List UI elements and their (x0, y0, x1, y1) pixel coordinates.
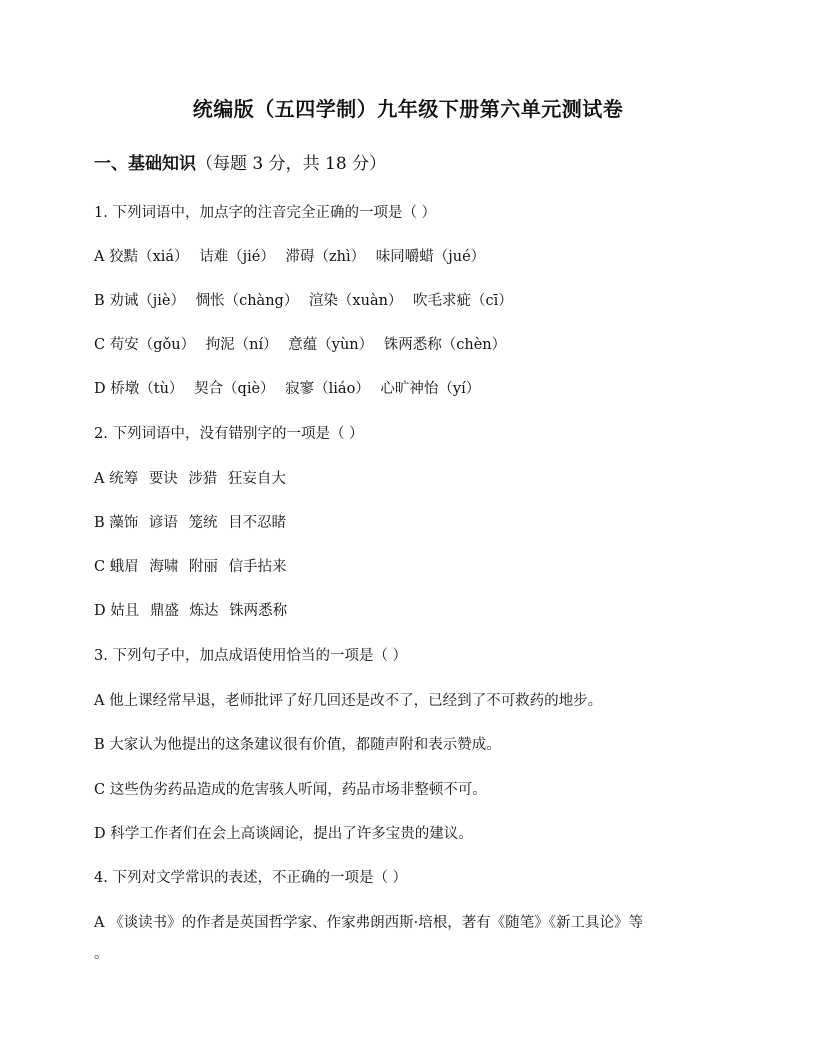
option-word: 藻饰 (109, 515, 139, 531)
option-word: 炼达 (189, 603, 219, 619)
question-2-stem: 2. 下列词语中，没有错别字的一项是（ ） (94, 426, 364, 442)
question-2-option-c (94, 555, 287, 576)
question-3-stem: 3. 下列句子中，加点成语使用恰当的一项是（ ） (94, 648, 408, 664)
option-text: 《谈读书》的作者是英国哲学家、作家弗朗西斯·培根，著有《随笔》《新工具论》等 (109, 915, 643, 931)
option-word: 铢两悉称 (229, 603, 288, 619)
option-letter: D (94, 381, 106, 397)
question-1-option-b (94, 289, 513, 310)
option-word: 滞碍（zhì） (285, 249, 366, 265)
question-3-option-b (94, 733, 501, 754)
option-word: 笼统 (188, 515, 218, 531)
option-word: 劝诫（jiè） (109, 293, 185, 309)
option-word: 吹毛求疵（cī） (413, 293, 513, 309)
option-letter: A (94, 471, 105, 487)
question-4-option-a-tail: 。 (94, 946, 109, 962)
question-3-option-c (94, 778, 487, 799)
question-2-option-a (94, 467, 286, 488)
option-word: 姑且 (110, 603, 140, 619)
option-letter: C (94, 337, 106, 353)
option-word: 涉猎 (188, 471, 218, 487)
option-word: 要诀 (148, 471, 178, 487)
option-letter: A (94, 915, 105, 931)
option-word: 心旷神怡（yí） (380, 381, 481, 397)
option-word: 信手拈来 (228, 559, 287, 575)
option-letter: D (94, 603, 106, 619)
option-letter: C (94, 782, 106, 798)
option-letter: B (94, 737, 105, 753)
question-3-option-d (94, 822, 473, 843)
option-word: 契合（qiè） (194, 381, 275, 397)
question-2-option-b (94, 511, 286, 532)
option-word: 鼎盛 (149, 603, 179, 619)
option-word: 海啸 (149, 559, 179, 575)
option-letter: D (94, 826, 106, 842)
option-word: 味同嚼蜡（jué） (375, 249, 486, 265)
option-word: 拘泥（ní） (205, 337, 278, 353)
option-word: 苟安（gǒu） (109, 337, 196, 353)
option-text: 这些伪劣药品造成的危害骇人听闻，药品市场非整顿不可。 (109, 782, 487, 798)
option-letter: A (94, 249, 105, 265)
option-word: 渲染（xuàn） (308, 293, 403, 309)
question-4-option-a (94, 911, 643, 932)
section-heading-label: 一、基础知识 (94, 154, 196, 174)
option-word: 目不忍睹 (228, 515, 287, 531)
question-1-option-c (94, 333, 506, 354)
option-word: 蛾眉 (109, 559, 139, 575)
option-word: 惆怅（chàng） (195, 293, 299, 309)
option-word: 寂寥（liáo） (285, 381, 370, 397)
question-3-option-a (94, 689, 602, 710)
question-2-option-d (94, 599, 287, 620)
option-letter: B (94, 515, 105, 531)
option-word: 谚语 (148, 515, 178, 531)
option-letter: C (94, 559, 106, 575)
option-word: 统筹 (109, 471, 139, 487)
question-4-stem: 4. 下列对文学常识的表述，不正确的一项是（ ） (94, 870, 408, 886)
option-word: 诘难（jié） (199, 249, 275, 265)
option-text: 大家认为他提出的这条建议很有价值，都随声附和表示赞成。 (109, 737, 501, 753)
option-word: 狂妄自大 (227, 471, 286, 487)
section-heading-note: （每题 3 分，共 18 分） (196, 154, 387, 174)
option-word: 附丽 (188, 559, 218, 575)
option-text: 他上课经常早退，老师批评了好几回还是改不了，已经到了不可救药的地步。 (109, 693, 603, 709)
option-letter: B (94, 293, 105, 309)
option-text: 科学工作者们在会上高谈阔论，提出了许多宝贵的建议。 (110, 826, 473, 842)
option-word: 铢两悉称（chèn） (383, 337, 507, 353)
question-1-option-d (94, 377, 480, 398)
option-word: 狡黠（xiá） (109, 249, 189, 265)
question-1-option-a (94, 245, 485, 266)
section-heading (94, 149, 386, 174)
document-title: 统编版（五四学制）九年级下册第六单元测试卷 (192, 97, 624, 121)
question-1-stem: 1. 下列词语中，加点字的注音完全正确的一项是（ ） (94, 205, 437, 221)
option-word: 意蕴（yùn） (288, 337, 374, 353)
option-letter: A (94, 693, 105, 709)
option-word: 桥墩（tù） (110, 381, 184, 397)
